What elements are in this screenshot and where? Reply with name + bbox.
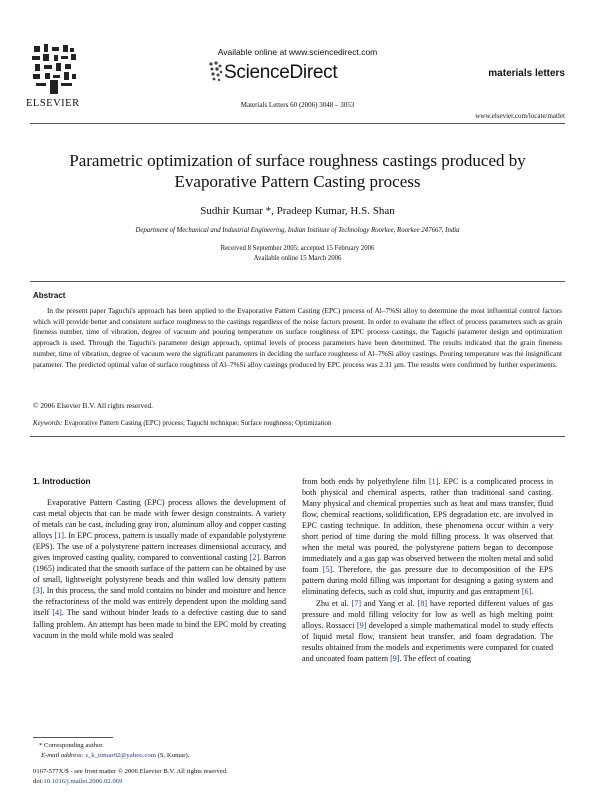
right-column	[302, 476, 553, 664]
article-authors: Sudhir Kumar *, Pradeep Kumar, H.S. Shan	[200, 205, 395, 217]
citation-link[interactable]: [4]	[52, 608, 62, 618]
footnote-divider	[33, 737, 113, 738]
journal-name: materials letters	[488, 68, 565, 79]
section-heading-introduction: 1. Introduction	[33, 476, 91, 486]
abstract-top-divider	[30, 281, 565, 282]
email-link[interactable]: s_k_tomar02@yahoo.com	[85, 751, 156, 759]
citation-link[interactable]: [5]	[322, 565, 333, 575]
abstract-heading: Abstract	[33, 291, 66, 300]
journal-url-link[interactable]: www.elsevier.com/locate/matlet	[475, 112, 565, 120]
abstract-body: In the present paper Taguchi's approach has been applied to the Evaporative Pattern Casting (EPC) process of Al–7%Si alloy to determine the most influential control factors which will provide better and consistent surface roughness to the castings regardless of the noise factors present. In order to evaluate the effect of process parameters such as grain fineness number, time of vibration, degree of vacuum and pouring temperature on surface roughness of EPC process castings, the Taguchi parameter design and optimization approach is used. Through the Taguchi's parameter design approach, optimal levels of process parameters have been determined. The results indicated that the grain fineness number, time of vibration, degree of vacuum were the significant parameters in deciding the surface roughness of Al–7%Si alloy castings. Pouring temperature was the insignificant parameter. The predicted optimal value of surface roughness of Al–7%Si alloy castings produced by EPC process was 2.31 µm. The results were confirmed by further experiments.	[33, 306, 562, 369]
header-divider	[30, 123, 565, 124]
citation-link[interactable]: [1]	[54, 531, 64, 541]
citation-link[interactable]: [9]	[390, 653, 400, 663]
journal-reference: Materials Letters 60 (2006) 3048 – 3053	[240, 101, 355, 109]
article-dates	[0, 244, 595, 264]
intro-paragraph-2: Zhu et al. [7] and Yang et al. [8] have reported different values of gas pressure and mold filling velocity for low as well as high melting point alloys. Rossacci [9] developed a simple mathematical model to study effects of liquid metal flow, transient heat transfer, and foam degradation. The results obtained from the models and experiments were compared for coated and uncoated foam pattern [9]. The effect of coating	[302, 598, 553, 663]
abstract-bottom-divider	[30, 436, 565, 437]
publisher-name: ELSEVIER	[26, 98, 80, 109]
citation-link[interactable]: [7]	[351, 598, 362, 608]
footnote	[33, 741, 189, 760]
citation-link[interactable]: [9]	[356, 620, 367, 630]
keywords-list: Evaporative Pattern Casting (EPC) process; Taguchi technique; Surface roughness; Optimization	[64, 420, 332, 427]
issn-block	[33, 767, 228, 786]
citation-link[interactable]: [2]	[249, 553, 260, 563]
citation-link[interactable]: [3]	[33, 586, 43, 596]
sciencedirect-wordmark: ScienceDirect	[224, 62, 338, 83]
doi-link[interactable]: 10.1016/j.matlet.2006.02.069	[43, 777, 123, 785]
doi-line: doi:10.1016/j.matlet.2006.02.069	[33, 777, 123, 785]
article-title: Parametric optimization of surface roughness castings produced by Evaporative Pattern Casting process	[69, 151, 526, 191]
email-line: E-mail address: s_k_tomar02@yahoo.com (S. Kumar).	[41, 751, 190, 759]
available-online-text: Available online at www.sciencedirect.com	[217, 47, 378, 57]
issn-line: 0167-577X/$ - see front matter © 2006 Elsevier B.V. All rights reserved.	[33, 768, 228, 775]
corresponding-author-note: * Corresponding author.	[39, 742, 104, 749]
keywords	[33, 420, 331, 427]
left-column	[33, 497, 286, 641]
citation-link[interactable]: [8]	[417, 598, 428, 608]
author-affiliation: Department of Mechanical and Industrial Engineering, Indian Institute of Technology Roorkee, Roorkee 247667, India	[135, 227, 460, 234]
abstract-copyright: © 2006 Elsevier B.V. All rights reserved.	[33, 401, 153, 410]
keywords-label: Keywords:	[33, 420, 63, 427]
citation-link[interactable]: [1]	[428, 477, 439, 486]
received-date: Received 8 September 2005; accepted 15 February 2006	[220, 245, 375, 252]
online-date: Available online 15 March 2006	[253, 255, 342, 262]
citation-link[interactable]: [6]	[521, 587, 532, 597]
intro-paragraph-1-cont: from both ends by polyethylene film [1]. EPC is a complicated process in both physical and chemical aspects, rather than traditional sand casting. Many physical and chemical properties such as heat and mass transfer, fluid flow, chemical reactions, solidification, EPS degradation etc. are involved in EPC casting technique. In addition, these phenomena occur within a very short period of time during the mold filling process. It was observed that when the metal was poured, the polystyrene pattern began to decompose immediately and a gas gap was observed between the molten metal and solid foam [5]. Therefore, the gas pressure due to decomposition of the EPS pattern during mold filling was important for designing a gating system and eliminating defects, such as cold shut, impurity and gas entrapment [6].	[302, 477, 553, 597]
intro-paragraph-1: Evaporative Pattern Casting (EPC) process allows the development of cast metal objects that can be made with fewer design constraints. A variety of metals can be cast, including gray iron, aluminum alloy and copper casting alloys [1]. In EPC process, pattern is usually made of expandable polystyrene (EPS). The use of a polystyrene pattern increases dimensional accuracy, and gives improved casting quality, compared to conventional casting [2]. Barron (1965) indicated that the smooth surface of the pattern can be obtained by use of small, lightweight polystyrene beads and thin walled low density pattern [3]. In this process, the sand mold contains no binder and moisture and hence the refractoriness of the mold was entirely dependent upon the molding sand itself [4]. The sand without binder leads to a defective casting due to sand falling problem. An attempt has been made to bind the EPC mold by creating vacuum in the mold while mold was sealed	[33, 498, 287, 640]
